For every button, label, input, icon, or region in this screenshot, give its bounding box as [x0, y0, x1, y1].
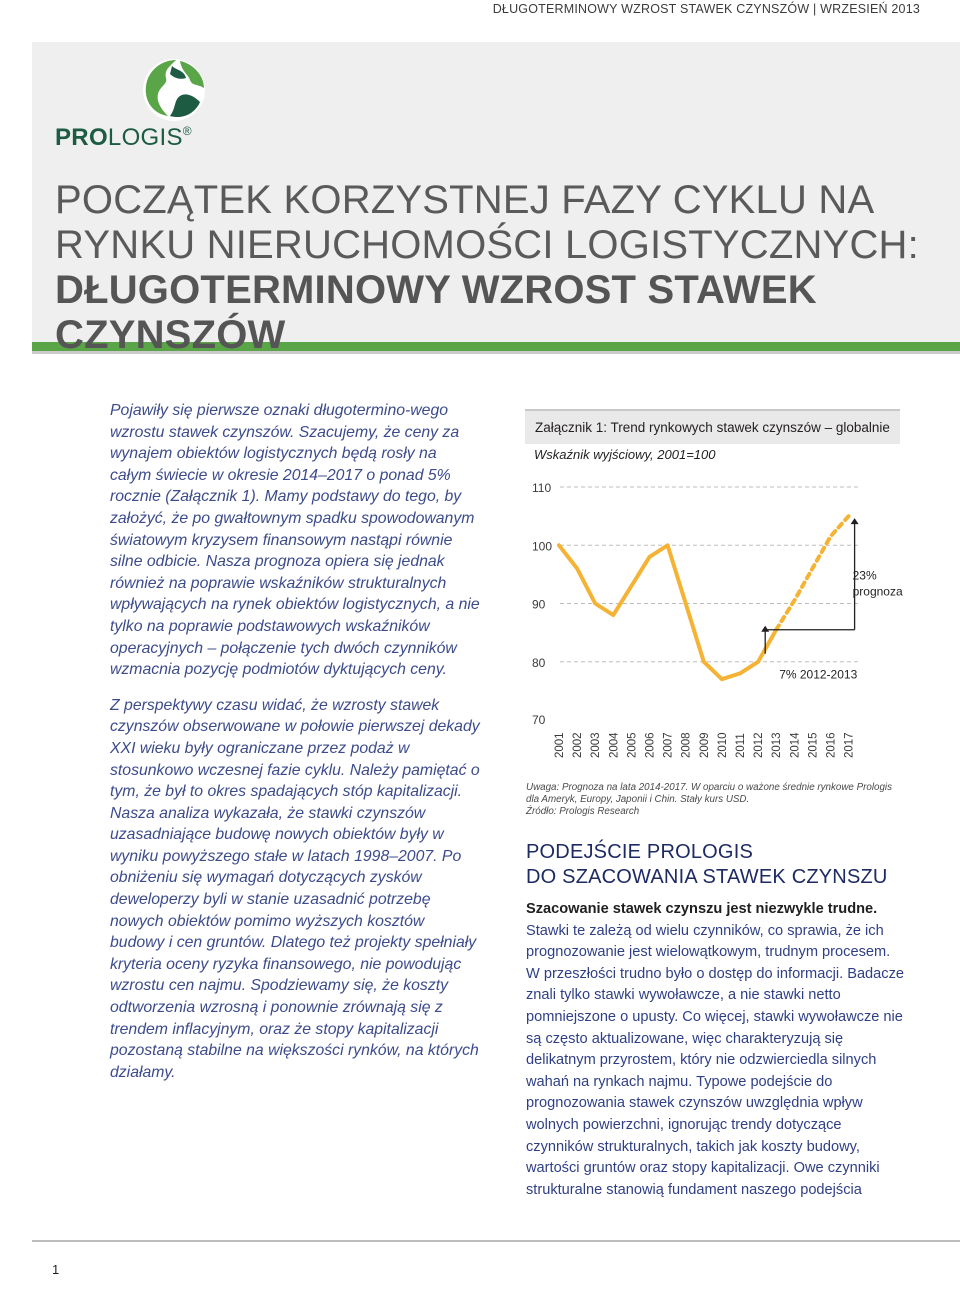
actual-line — [559, 545, 776, 679]
section-body — [526, 899, 906, 1201]
y-tick-label: 100 — [532, 539, 553, 554]
y-tick-label: 90 — [532, 597, 546, 612]
x-tick-label: 2007 — [662, 732, 675, 758]
chart-source: Źródło: Prologis Research — [526, 806, 640, 817]
y-tick-label: 70 — [532, 713, 546, 727]
prologis-wordmark: PROLOGIS® — [55, 124, 192, 151]
x-tick-label: 2011 — [735, 733, 747, 758]
x-tick-label: 2003 — [590, 732, 603, 758]
x-tick-label: 2015 — [807, 732, 820, 758]
x-tick-label: 2013 — [771, 732, 784, 758]
section-heading-line-1: PODEJŚCIE PROLOGIS — [526, 841, 753, 863]
x-tick-label: 2002 — [572, 732, 585, 758]
title-line-2: RYNKU NIERUCHOMOŚCI LOGISTYCZNYCH: — [55, 223, 919, 267]
chart-title-bar — [525, 409, 900, 444]
annotation-forecast-pct: 23% — [852, 568, 877, 583]
section-heading — [526, 840, 888, 890]
x-tick-label: 2004 — [608, 732, 621, 758]
footer-divider — [32, 1240, 960, 1242]
section-heading-line-2: DO SZACOWANIA STAWEK CZYNSZU — [526, 866, 888, 888]
intro-paragraph-2: Z perspektywy czasu widać, że wzrosty stawek czynszów obserwowane w połowie pierwszej dekady XXI wieku były ograniczane przez podaż w stosunkowo wczesnej fazie cyklu. Należy pamiętać o tym, że był to okres spadających stóp kapitalizacji. Nasza analiza wykazała, że stawki czynszów uzasadniające budowę nowych obiektów były w wyniku powyższego stałe w latach 1998–2007. Po obniżeniu się wymagań dotyczących zysków deweloperzy byli w stanie uzasadnić potrzebę nowych obiektów pomimo wyższych kosztów budowy i cen gruntów. Dlatego też projekty spełniały kryteria oceny ryzyka finansowego, nie powodując wzrostu cen najmu. Spodziewamy się, że koszty odtworzenia wzrosną i ponownie zrównają się z trendem inflacyjnym, oraz że stopy kapitalizacji pozostaną stabilne na większości rynków, na których działamy. — [110, 696, 480, 1081]
section-paragraph: Stawki te zależą od wielu czynników, co sprawia, że ich prognozowanie jest wielowątkowym, trudnym procesem. W przeszłości trudno było o dostęp do informacji. Badacze znali tylko stawki wywoławcze, a nie stawki netto pomniejszone o upusty. Co więcej, stawki wywoławcze nie są często aktualizowane, więc charakteryzują się delikatnym przyrostem, który nie odzwierciedla silnych wahań na rynkach najmu. Typowe podejście do prognozowania stawek czynszów uwzględnia wpływ wolnych powierzchni, ignorując trendy dotyczące czynników strukturalnych, takich jak koszty budowy, wartości gruntów oraz stopy kapitalizacji. Owe czynniki strukturalne stanowią fundament naszego podejścia — [526, 922, 904, 1198]
x-tick-label: 2009 — [698, 732, 711, 758]
x-tick-label: 2012 — [753, 732, 766, 758]
title-line-3: DŁUGOTERMINOWY WZROST STAWEK CZYNSZÓW — [55, 268, 817, 357]
chart-note-line-2: dla Ameryk, Europy, Japonii i Chin. Stały kurs USD. — [526, 794, 750, 805]
x-tick-label: 2008 — [680, 732, 693, 758]
section-lead: Szacowanie stawek czynszu jest niezwykle trudne. — [526, 901, 878, 917]
chart-note — [526, 782, 911, 818]
annotation-2012-2013: 7% 2012-2013 — [779, 667, 858, 682]
x-tick-label: 2017 — [843, 732, 856, 758]
x-tick-label: 2016 — [825, 732, 838, 758]
growth-arrowhead-2013 — [761, 626, 769, 632]
rent-trend-chart — [520, 470, 910, 770]
chart-note-line-1: Uwaga: Prognoza na lata 2014-2017. W oparciu o ważone średnie rynkowe Prologis — [526, 782, 892, 793]
page-number: 1 — [52, 1262, 60, 1277]
y-tick-label: 110 — [532, 481, 552, 495]
x-tick-label: 2014 — [789, 732, 802, 758]
page-title — [55, 178, 960, 358]
title-line-1: POCZĄTEK KORZYSTNEJ FAZY CYKLU NA — [55, 178, 875, 222]
forecast-arrowhead — [851, 518, 859, 524]
chart-title: Załącznik 1: Trend rynkowych stawek czynszów – globalnie — [535, 420, 890, 435]
y-tick-label: 80 — [532, 655, 546, 670]
forecast-line — [776, 516, 848, 630]
chart-subtitle: Wskaźnik wyjściowy, 2001=100 — [534, 447, 716, 462]
intro-column — [110, 400, 480, 1097]
intro-paragraph-1: Pojawiły się pierwsze oznaki długotermino-wego wzrostu stawek czynszów. Szacujemy, że ceny za wynajem obiektów logistycznych będą rosły na całym świecie w okresie 2014–2017 o ponad 5% rocznie (Załącznik 1). Mamy podstawy do tego, by założyć, że po gwałtownym spadku spowodowanym światowym kryzysem finansowym nastąpi równie silne odbicie. Nasza prognoza opiera się jednak również na poprawie wskaźników strukturalnych wpływających na rynek obiektów logistycznych, a nie tylko na poprawie podstawowych wskaźników operacyjnych – połączenie tych dwóch czynników wzmacnia pozycję podmiotów dyktujących ceny. — [110, 402, 480, 679]
x-tick-label: 2005 — [626, 732, 639, 758]
prologis-globe-icon — [140, 56, 208, 129]
annotation-forecast-label: prognoza — [852, 584, 903, 599]
x-tick-label: 2010 — [716, 732, 729, 758]
x-tick-label: 2001 — [554, 732, 566, 758]
x-tick-label: 2006 — [644, 732, 657, 758]
top-bar — [0, 0, 960, 42]
running-header: DŁUGOTERMINOWY WZROST STAWEK CZYNSZÓW | WRZESIEŃ 2013 — [492, 2, 920, 16]
